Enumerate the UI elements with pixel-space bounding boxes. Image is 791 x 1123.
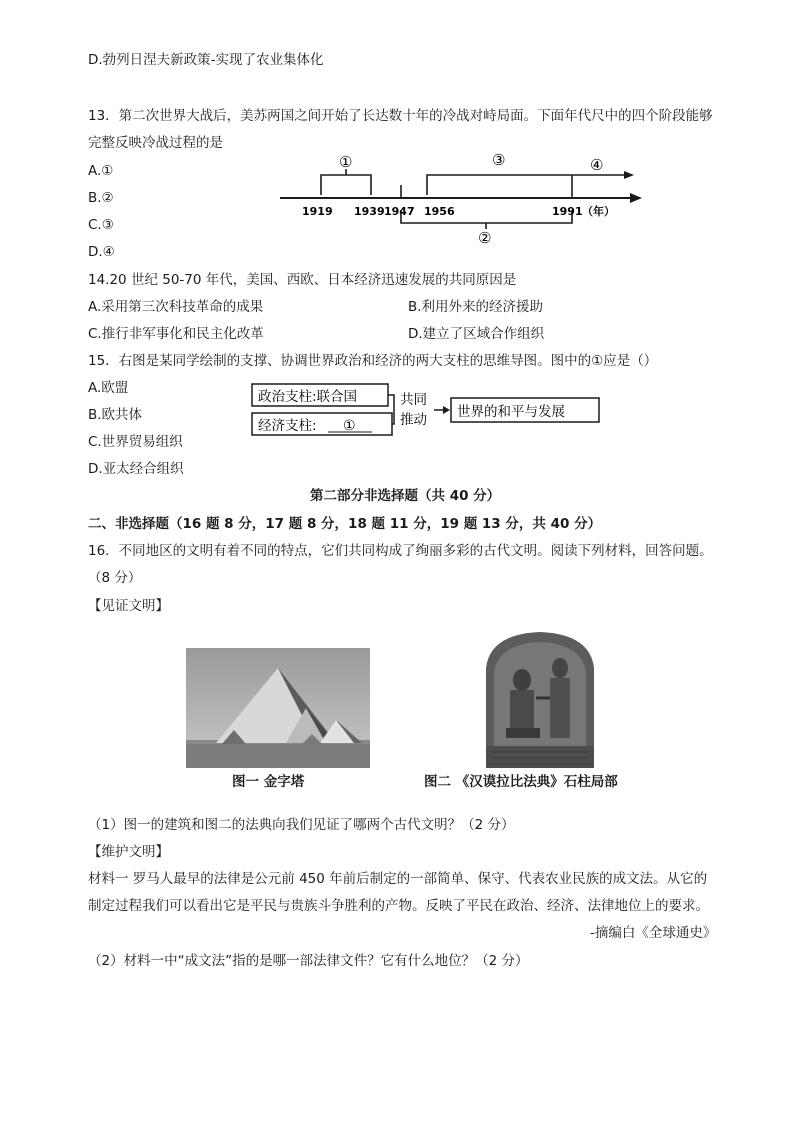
- q13-option-c: C.③: [88, 217, 114, 233]
- q16-heading-witness: 【见证文明】: [88, 598, 169, 614]
- fig2-caption: 图二 《汉谟拉比法典》石柱局部: [424, 774, 618, 790]
- timeline-year-1939: 1939: [354, 205, 385, 218]
- hammurabi-stele-photo: [480, 628, 600, 768]
- timeline-year-1956: 1956: [424, 205, 455, 218]
- q13-stem-line1: 13．第二次世界大战后，美苏两国之间开始了长达数十年的冷战对峙局面。下面年代尺中的四个阶段能够: [88, 108, 713, 124]
- q13-timeline: [270, 145, 650, 250]
- mindmap-economic-prefix: 经济支柱:: [258, 418, 317, 434]
- q12-option-d: D.勃列日涅夫新政策-实现了农业集体化: [88, 52, 324, 68]
- timeline-year-1947: 1947: [384, 205, 415, 218]
- q16-material1-line1: 材料一 罗马人最早的法律是公元前 450 年前后制定的一部简单、保守、代表农业民族的成文法。从它的: [88, 871, 708, 887]
- part2-section-heading: 二、非选择题（16 题 8 分，17 题 8 分，18 题 11 分，19 题 13 分，共 40 分）: [88, 516, 602, 532]
- q13-option-a: A.①: [88, 163, 114, 179]
- timeline-year-1919: 1919: [302, 205, 333, 218]
- q16-material1-line2: 制定过程我们可以看出它是平民与贵族斗争胜利的产物。反映了平民在政治、经济、法律地位上的要求。: [88, 898, 709, 914]
- q14-option-b: B.利用外来的经济援助: [408, 299, 544, 315]
- q14-option-a: A.采用第三次科技革命的成果: [88, 299, 264, 315]
- mindmap-economic-blank: ①: [343, 418, 356, 434]
- q16-sub1: （1）图一的建筑和图二的法典向我们见证了哪两个古代文明？（2 分）: [88, 817, 515, 833]
- timeline-stage-3-label: ③: [492, 151, 506, 169]
- q16-heading-protect: 【维护文明】: [88, 844, 169, 860]
- q16-stem-line2: （8 分）: [88, 570, 142, 586]
- q14-option-d: D.建立了区域合作组织: [408, 326, 545, 342]
- q15-option-a: A.欧盟: [88, 380, 129, 396]
- timeline-year-1991: 1991: [552, 205, 583, 218]
- mindmap-connector-line2: 推动: [400, 412, 427, 428]
- mindmap-political-pillar: 政治支柱:联合国: [258, 389, 358, 405]
- q16-sub2: （2）材料一中“成文法”指的是哪一部法律文件？它有什么地位？（2 分）: [88, 953, 529, 969]
- fig1-caption: 图一 金字塔: [232, 774, 305, 790]
- q15-stem: 15．右图是某同学绘制的支撑、协调世界政治和经济的两大支柱的思维导图。图中的①应是（）: [88, 353, 658, 369]
- q13-option-b: B.②: [88, 190, 114, 206]
- timeline-stage-2-label: ②: [478, 229, 492, 247]
- q13-option-d: D.④: [88, 244, 115, 260]
- part2-title: 第二部分非选择题（共 40 分）: [310, 488, 501, 504]
- timeline-unit: （年）: [582, 205, 615, 218]
- q14-stem: 14.20 世纪 50-70 年代，美国、西欧、日本经济迅速发展的共同原因是: [88, 272, 517, 288]
- q14-option-c: C.推行非军事化和民主化改革: [88, 326, 264, 342]
- mindmap-connector-line1: 共同: [400, 392, 427, 408]
- q15-option-d: D.亚太经合组织: [88, 461, 184, 477]
- q16-stem-line1: 16．不同地区的文明有着不同的特点，它们共同构成了绚丽多彩的古代文明。阅读下列材料，回答问题。: [88, 543, 713, 559]
- timeline-stage-4-label: ④: [590, 156, 604, 174]
- pyramid-photo: [186, 648, 370, 768]
- q15-option-b: B.欧共体: [88, 407, 143, 423]
- q15-option-c: C.世界贸易组织: [88, 434, 183, 450]
- mindmap-result: 世界的和平与发展: [457, 404, 565, 420]
- timeline-stage-1-label: ①: [339, 153, 353, 171]
- q13-stem-line2: 完整反映冷战过程的是: [88, 135, 223, 151]
- q16-material1-source: -摘编白《全球通史》: [590, 925, 717, 941]
- q15-mindmap: [248, 380, 628, 442]
